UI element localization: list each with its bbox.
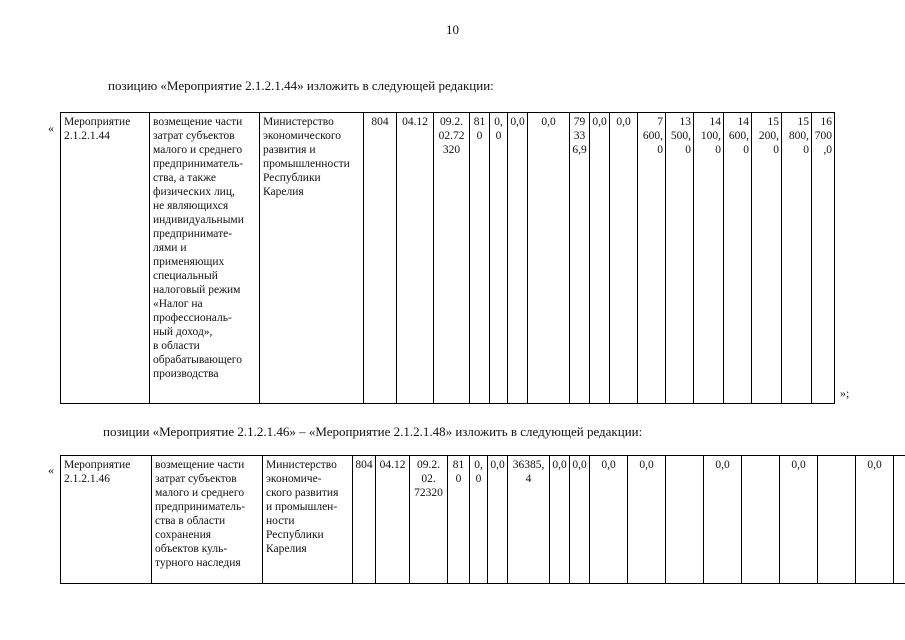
value-cell: 36385,4 bbox=[508, 456, 550, 584]
grbs-cell: 804 bbox=[364, 113, 397, 404]
value-cell bbox=[742, 456, 780, 584]
value-cell: 7 600,0 bbox=[638, 113, 666, 404]
value-cell: 0,0 bbox=[570, 456, 590, 584]
value-cell: 0,0 bbox=[704, 456, 742, 584]
measure-name: Мероприятие 2.1.2.1.46 bbox=[61, 456, 152, 584]
value-cell: 0,0 bbox=[528, 113, 570, 404]
opening-quote-2: « bbox=[48, 463, 54, 477]
csr-cell: 09.2. 02. 72320 bbox=[410, 456, 448, 584]
value-cell: 0,0 bbox=[590, 113, 610, 404]
value-cell: 0,0 bbox=[508, 113, 528, 404]
page-number: 10 bbox=[446, 22, 459, 37]
value-cell: 16 700,0 bbox=[812, 113, 835, 404]
instruction-text: позицию «Мероприятие 2.1.2.1.44» изложить в следующей редакции: bbox=[108, 78, 494, 93]
value-cell bbox=[894, 456, 905, 584]
table-row bbox=[61, 456, 905, 584]
value-cell: 79 336,9 bbox=[570, 113, 590, 404]
table-row bbox=[61, 113, 835, 404]
instruction-text-2: позиции «Мероприятие 2.1.2.1.46» – «Мероприятие 2.1.2.1.48» изложить в следующей редакции: bbox=[103, 424, 643, 439]
value-cell: 0,0 bbox=[550, 456, 570, 584]
measure-description: возмещение части затрат субъектов малого и среднего предприниматель- ства в области сохранения объектов куль- турного наследия bbox=[152, 456, 263, 584]
value-cell: 13 500,0 bbox=[666, 113, 694, 404]
closing-quote: »; bbox=[840, 386, 850, 400]
value-cell: 0,0 bbox=[856, 456, 894, 584]
value-cell: 15 800,0 bbox=[782, 113, 812, 404]
value-cell: 14 100,0 bbox=[694, 113, 724, 404]
value-cell: 0,0 bbox=[610, 113, 638, 404]
executor-cell: Министерство экономического развития и промышленности Республики Карелия bbox=[260, 113, 364, 404]
value-cell: 0,0 bbox=[780, 456, 818, 584]
rzpr-cell: 04.12 bbox=[376, 456, 410, 584]
value-cell bbox=[666, 456, 704, 584]
value-cell: 15 200,0 bbox=[752, 113, 782, 404]
measure-table-44 bbox=[60, 112, 835, 404]
value-cell: 0,0 bbox=[490, 113, 508, 404]
rzpr-cell: 04.12 bbox=[397, 113, 434, 404]
executor-cell: Министерство экономиче- ского развития и промышлен- ности Республики Карелия bbox=[263, 456, 353, 584]
measure-table-46 bbox=[60, 455, 905, 584]
vr-cell: 810 bbox=[470, 113, 490, 404]
value-cell bbox=[818, 456, 856, 584]
vr-cell: 810 bbox=[448, 456, 470, 584]
value-cell: 0,0 bbox=[628, 456, 666, 584]
opening-quote: « bbox=[48, 121, 54, 135]
grbs-cell: 804 bbox=[353, 456, 376, 584]
measure-name: Мероприятие 2.1.2.1.44 bbox=[61, 113, 150, 404]
value-cell: 0,0 bbox=[488, 456, 508, 584]
csr-cell: 09.2. 02.72 320 bbox=[434, 113, 470, 404]
value-cell: 0,0 bbox=[590, 456, 628, 584]
value-cell: 14 600,0 bbox=[724, 113, 752, 404]
value-cell: 0,0 bbox=[470, 456, 488, 584]
measure-description: возмещение части затрат субъектов малого и среднего предприниматель- ства, а также физических лиц, не являющихся индивидуальными предпринимате- лями и применяющих специальный налоговый режим «Налог на профессиональ- ный доход», в области обрабатывающего производства bbox=[150, 113, 260, 404]
